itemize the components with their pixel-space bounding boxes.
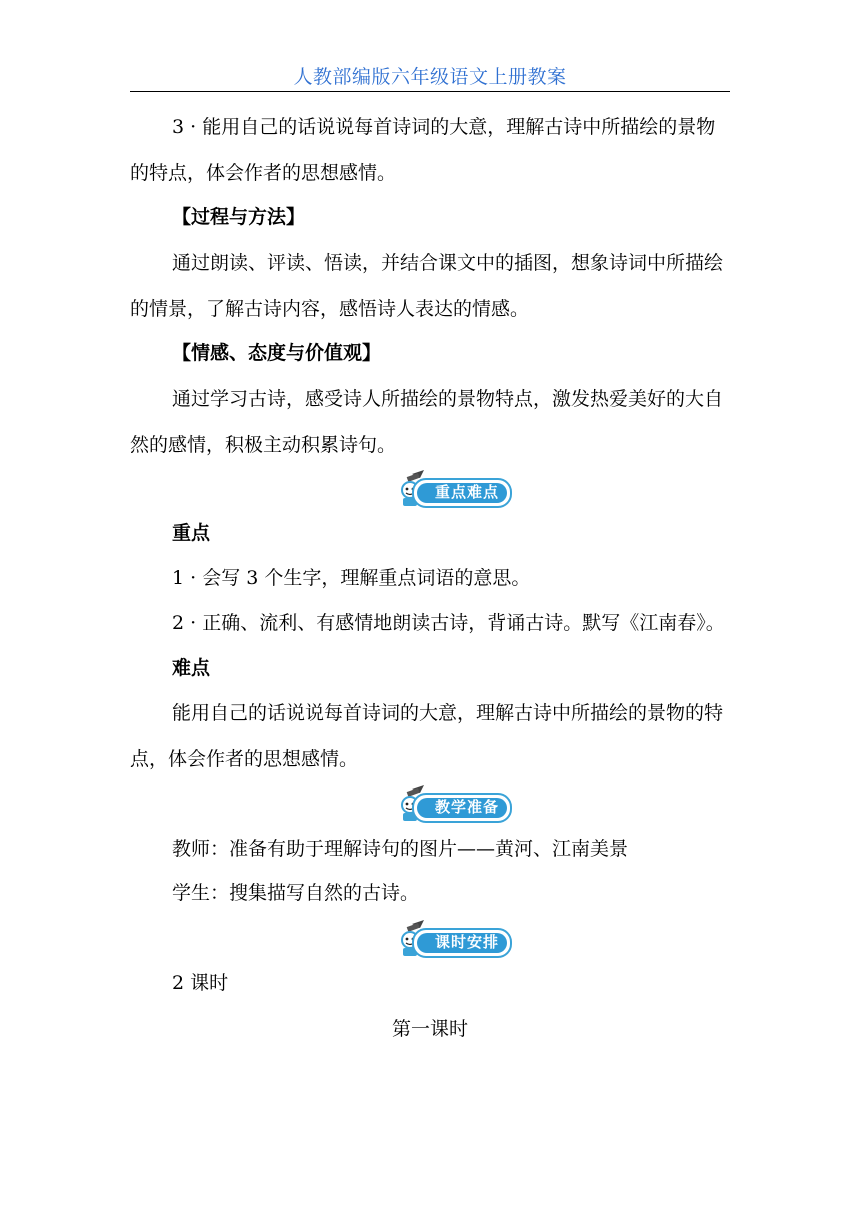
preparation-badge bbox=[390, 785, 512, 825]
process-method-heading: 【过程与方法】 bbox=[172, 206, 306, 228]
key-point-1: 1 · 会写 3 个生字，理解重点词语的意思。 bbox=[172, 567, 531, 589]
class-hours: 2 课时 bbox=[172, 972, 229, 994]
key-points-heading: 重点 bbox=[172, 522, 211, 544]
page-header-title: 人教部编版六年级语文上册教案 bbox=[293, 66, 567, 88]
emotion-attitude-text: 通过学习古诗，感受诗人所描绘的景物特点，激发热爱美好的大自然的感情，积极主动积累诗句。 bbox=[130, 388, 724, 456]
key-points-label: 重点难点 bbox=[434, 483, 499, 501]
key-point-2: 2 · 正确、流利、有感情地朗读古诗，背诵古诗。默写《江南春》。 bbox=[172, 612, 725, 634]
preparation-label: 教学准备 bbox=[434, 798, 499, 816]
objective-3: 3 · 能用自己的话说说每首诗词的大意，理解古诗中所描绘的景物的特点，体会作者的思想感情。 bbox=[130, 116, 716, 184]
schedule-badge bbox=[390, 920, 512, 960]
first-lesson-title: 第一课时 bbox=[391, 1018, 468, 1040]
difficulty-heading: 难点 bbox=[172, 657, 211, 679]
difficulty-text: 能用自己的话说说每首诗词的大意，理解古诗中所描绘的景物的特点，体会作者的思想感情。 bbox=[130, 702, 724, 770]
key-points-badge bbox=[390, 470, 512, 510]
process-method-text: 通过朗读、评读、悟读，并结合课文中的插图，想象诗词中所描绘的情景，了解古诗内容，感悟诗人表达的情感。 bbox=[130, 252, 724, 320]
student-preparation: 学生：搜集描写自然的古诗。 bbox=[172, 882, 420, 904]
teacher-preparation: 教师：准备有助于理解诗句的图片——黄河、江南美景 bbox=[172, 838, 629, 860]
schedule-label: 课时安排 bbox=[434, 933, 499, 951]
header-divider bbox=[130, 91, 730, 92]
emotion-attitude-heading: 【情感、态度与价值观】 bbox=[172, 342, 382, 364]
